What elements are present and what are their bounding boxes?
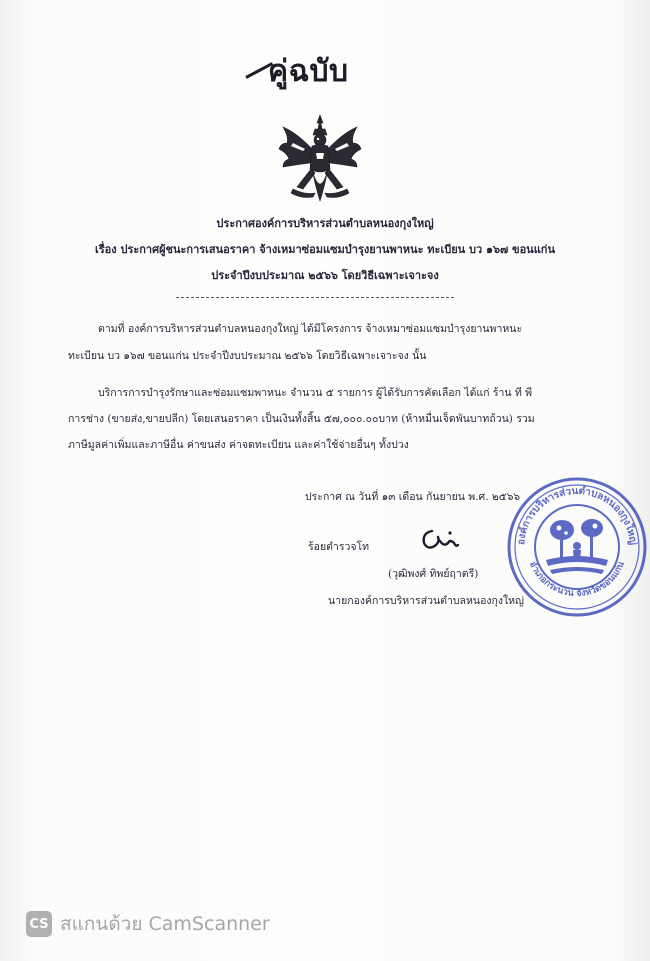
signer-name: (วุฒิพงศ์ ทิพย์ฤาตรี) — [388, 568, 479, 580]
heading-divider — [176, 297, 454, 298]
announcement-title: ประกาศองค์การบริหารส่วนตำบลหนองกุงใหญ่ — [216, 217, 434, 230]
official-seal-icon — [506, 476, 648, 618]
copy-mark — [246, 46, 376, 96]
seal-top-text: องค์การบริหารส่วนตำบลหนองกุงใหญ่ — [515, 485, 639, 546]
handwritten-signature — [420, 525, 460, 553]
camscanner-logo-icon: CS — [26, 911, 52, 937]
camscanner-watermark — [26, 910, 270, 938]
camscanner-text: สแกนด้วย CamScanner — [60, 913, 270, 935]
paragraph-1-line-2: ทะเบียน บว ๑๖๗ ขอนแก่น ประจำปีงบประมาณ ๒๕๖๖ โดยวิธีเฉพาะเจาะจง นั้น — [68, 350, 427, 362]
copy-mark-text: คู่ฉบับ — [268, 54, 349, 89]
paragraph-2-line-3: ภาษีมูลค่าเพิ่มและภาษีอื่น ค่าขนส่ง ค่าจดทะเบียน และค่าใช้จ่ายอื่นๆ ทั้งปวง — [68, 439, 409, 451]
announcement-subject: เรื่อง ประกาศผู้ชนะการเสนอราคา จ้างเหมาซ่อมแซมบำรุงยานพาหนะ ทะเบียน บว ๑๖๗ ขอนแก่น — [95, 243, 555, 256]
signer-rank: ร้อยตำรวจโท — [308, 541, 370, 553]
paragraph-1-line-1: ตามที่ องค์การบริหารส่วนตำบลหนองกุงใหญ่ ได้มีโครงการ จ้างเหมาซ่อมแซมบำรุงยานพาหนะ — [98, 323, 523, 335]
garuda-emblem-icon — [275, 113, 365, 205]
signer-position: นายกองค์การบริหารส่วนตำบลหนองกุงใหญ่ — [328, 595, 525, 607]
paragraph-2-line-1: บริการการบำรุงรักษาและซ่อมแซมพาหนะ จำนวน ๕ รายการ ผู้ได้รับการคัดเลือก ได้แก่ ร้าน ที พี — [98, 387, 533, 399]
seal-bottom-text: อำเภอกระนวน จังหวัดขอนแก่น — [527, 560, 627, 600]
paragraph-2-line-2: การช่าง (ขายส่ง,ขายปลีก) โดยเสนอราคา เป็นเงินทั้งสิ้น ๕๗,๐๐๐.๐๐บาท (ห้าหมื่นเจ็ดพันบาทถ้วน) รวม — [68, 413, 535, 425]
announcement-fiscal-year: ประจำปีงบประมาณ ๒๕๖๖ โดยวิธีเฉพาะเจาะจง — [211, 269, 439, 282]
svg-text:อำเภอกระนวน จังหวัดขอนแก่น — [527, 560, 627, 600]
announce-date: ประกาศ ณ วันที่ ๑๓ เดือน กันยายน พ.ศ. ๒๕๖๖ — [305, 491, 521, 503]
